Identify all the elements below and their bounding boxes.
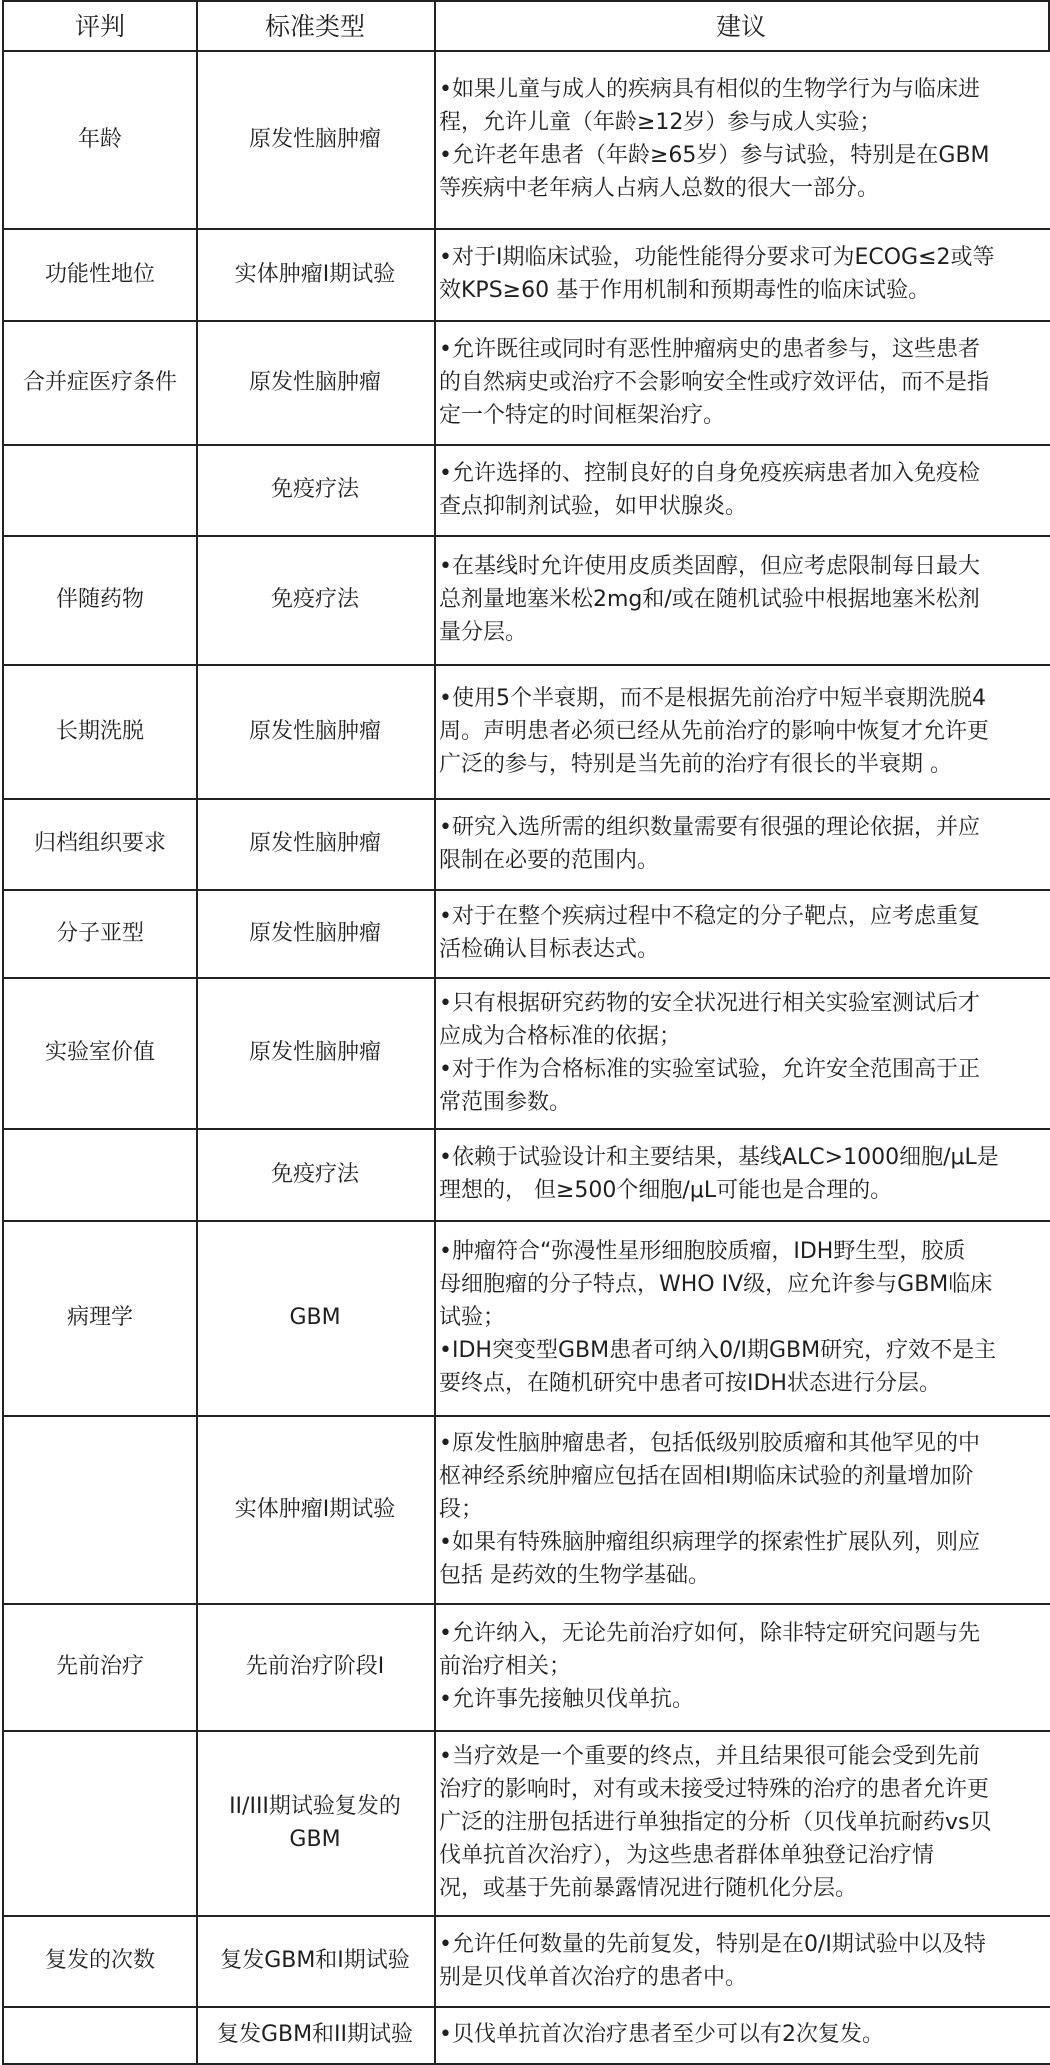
standard-type-cell: 免疫疗法	[196, 1128, 436, 1222]
criterion-cell: 分子亚型	[2, 889, 198, 979]
standard-type-cell: 复发GBM和I期试验	[196, 1915, 436, 2008]
standard-type-cell: 复发GBM和II期试验	[196, 2006, 436, 2065]
criterion-cell	[2, 1415, 198, 1605]
suggestion-cell: •当疗效是一个重要的终点，并且结果很可能会受到先前 治疗的影响时，对有或未接受过特殊的治疗的患者允许更 广泛的注册包括进行单独指定的分析（贝伐单抗耐药vs贝 伐单抗首次治疗），为这些患者群体单独登记治疗情 况，或基于先前暴露情况进行随机化分层。	[434, 1730, 1050, 1917]
suggestion-cell: •对于I期临床试验，功能性能得分要求可为ECOG≤2或等 效KPS≥60 基于作用机制和预期毒性的临床试验。	[434, 228, 1050, 322]
suggestion-cell: •贝伐单抗首次治疗患者至少可以有2次复发。	[434, 2006, 1050, 2065]
standard-type-cell: 先前治疗阶段I	[196, 1603, 436, 1732]
standard-type-cell: 实体肿瘤I期试验	[196, 228, 436, 322]
standard-type-cell: 免疫疗法	[196, 535, 436, 666]
header-suggestion: 建议	[434, 0, 1050, 52]
suggestion-cell: •允许选择的、控制良好的自身免疫疾病患者加入免疫检 查点抑制剂试验，如甲状腺炎。	[434, 444, 1050, 537]
criterion-cell: 实验室价值	[2, 977, 198, 1130]
criterion-cell: 归档组织要求	[2, 798, 198, 891]
suggestion-cell: •如果儿童与成人的疾病具有相似的生物学行为与临床进 程，允许儿童（年龄≥12岁）参与成人实验； •允许老年患者（年龄≥65岁）参与试验，特别是在GBM 等疾病中老年病人占病人总数的很大一部分。	[434, 50, 1050, 230]
header-criterion: 评判	[2, 0, 198, 52]
standard-type-cell: 原发性脑肿瘤	[196, 50, 436, 230]
standard-type-cell: 免疫疗法	[196, 444, 436, 537]
suggestion-cell: •允许任何数量的先前复发，特别是在0/I期试验中以及特 别是贝伐单首次治疗的患者中。	[434, 1915, 1050, 2008]
criterion-cell: 伴随药物	[2, 535, 198, 666]
criterion-cell	[2, 2006, 198, 2065]
suggestion-cell: •只有根据研究药物的安全状况进行相关实验室测试后才 应成为合格标准的依据； •对于作为合格标准的实验室试验，允许安全范围高于正 常范围参数。	[434, 977, 1050, 1130]
standard-type-cell: 原发性脑肿瘤	[196, 664, 436, 800]
suggestion-cell: •肿瘤符合“弥漫性星形细胞胶质瘤，IDH野生型，胶质 母细胞瘤的分子特点，WHO IV级，应允许参与GBM临床 试验； •IDH突变型GBM患者可纳入0/I期GBM研究，疗效不是主 要终点，在随机研究中患者可按IDH状态进行分层。	[434, 1220, 1050, 1417]
suggestion-cell: •研究入选所需的组织数量需要有很强的理论依据，并应 限制在必要的范围内。	[434, 798, 1050, 891]
suggestion-cell: •在基线时允许使用皮质类固醇，但应考虑限制每日最大 总剂量地塞米松2mg和/或在随机试验中根据地塞米松剂 量分层。	[434, 535, 1050, 666]
criterion-cell: 复发的次数	[2, 1915, 198, 2008]
standard-type-cell: 原发性脑肿瘤	[196, 798, 436, 891]
suggestion-cell: •允许既往或同时有恶性肿瘤病史的患者参与，这些患者 的自然病史或治疗不会影响安全性或疗效评估，而不是指 定一个特定的时间框架治疗。	[434, 320, 1050, 446]
standard-type-cell: 实体肿瘤I期试验	[196, 1415, 436, 1605]
suggestion-cell: •允许纳入，无论先前治疗如何，除非特定研究问题与先 前治疗相关； •允许事先接触贝伐单抗。	[434, 1603, 1050, 1732]
criterion-cell	[2, 1730, 198, 1917]
suggestion-cell: •原发性脑肿瘤患者，包括低级别胶质瘤和其他罕见的中 枢神经系统肿瘤应包括在固相I期临床试验的剂量增加阶 段； •如果有特殊脑肿瘤组织病理学的探索性扩展队列，则应 包括 是药效的生物学基础。	[434, 1415, 1050, 1605]
standard-type-cell: 原发性脑肿瘤	[196, 889, 436, 979]
standard-type-cell: 原发性脑肿瘤	[196, 320, 436, 446]
criterion-cell	[2, 1128, 198, 1222]
standard-type-cell: GBM	[196, 1220, 436, 1417]
criterion-cell: 合并症医疗条件	[2, 320, 198, 446]
standard-type-cell: 原发性脑肿瘤	[196, 977, 436, 1130]
criterion-cell	[2, 444, 198, 537]
criterion-cell: 年龄	[2, 50, 198, 230]
criterion-cell: 病理学	[2, 1220, 198, 1417]
criterion-cell: 先前治疗	[2, 1603, 198, 1732]
suggestion-cell: •依赖于试验设计和主要结果，基线ALC>1000细胞/μL是 理想的， 但≥500个细胞/μL可能也是合理的。	[434, 1128, 1050, 1222]
standard-type-cell: II/III期试验复发的 GBM	[196, 1730, 436, 1917]
suggestion-cell: •使用5个半衰期，而不是根据先前治疗中短半衰期洗脱4 周。声明患者必须已经从先前治疗的影响中恢复才允许更 广泛的参与，特别是当先前的治疗有很长的半衰期 。	[434, 664, 1050, 800]
criterion-cell: 长期洗脱	[2, 664, 198, 800]
criterion-cell: 功能性地位	[2, 228, 198, 322]
header-type: 标准类型	[196, 0, 436, 52]
suggestion-cell: •对于在整个疾病过程中不稳定的分子靶点，应考虑重复 活检确认目标表达式。	[434, 889, 1050, 979]
